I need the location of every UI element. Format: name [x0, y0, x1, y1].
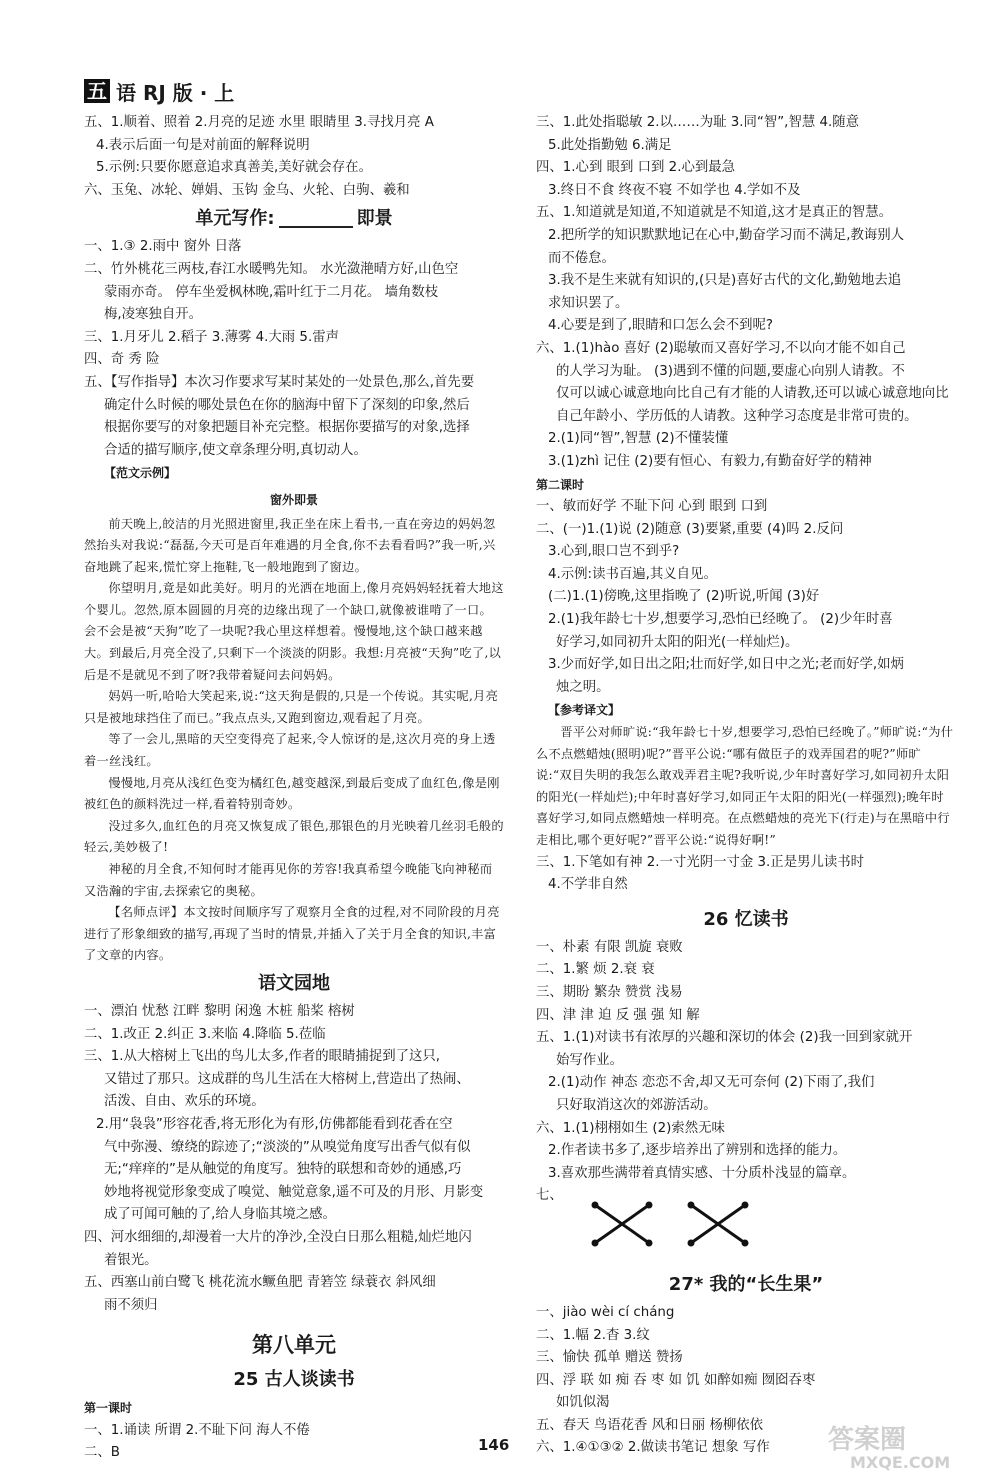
- answer-line: 3.终日不食 终夜不寝 不如学也 4.学如不及: [548, 182, 801, 198]
- answer-line: 妙地将视觉形象变成了嗅觉、触觉意象,遥不可及的月形、月影变: [104, 1184, 484, 1200]
- answer-line: 雨不须归: [104, 1297, 158, 1313]
- lesson25-period: 第一课时: [84, 1401, 133, 1416]
- answer-line: 一、敏而好学 不耻下问 心到 眼到 口到: [536, 499, 768, 515]
- answer-line: 2.(1)同“智”,智慧 (2)不懂装懂: [548, 431, 729, 447]
- answer-line: 一、jiào wèi cí cháng: [536, 1304, 675, 1320]
- answer-line: 3.心到,眼口岂不到乎?: [548, 544, 680, 560]
- answer-line: 三、愉快 孤单 赠送 赞扬: [536, 1350, 683, 1366]
- answer-line: 3.我不是生来就有知识的,(只是)喜好古代的文化,勤勉地去追: [548, 273, 902, 289]
- q7-label: 七、: [536, 1188, 563, 1204]
- answer-line: 成了可闻可触的了,给人身临其境之感。: [104, 1207, 336, 1223]
- answer-line: 六、1.④①③② 2.做读书笔记 想象 写作: [536, 1440, 770, 1456]
- answer-line: 二、B: [84, 1445, 120, 1461]
- answer-line: 的人学习为耻。 (3)遇到不懂的问题,要虚心向别人请教。不: [556, 363, 905, 379]
- answer-line: 四、津 津 迫 反 强 强 知 解: [536, 1007, 700, 1023]
- answer-line: (二)1.(1)傍晚,这里指晚了 (2)听说,听闻 (3)好: [548, 589, 820, 605]
- answer-line: 四、奇 秀 险: [84, 352, 160, 368]
- answer-line: 蒙雨亦奇。 停车坐爱枫林晚,霜叶红于二月花。 墙角数枝: [104, 284, 439, 300]
- answers-unit7-tail: [84, 112, 504, 202]
- answer-line: 烛之明。: [556, 679, 610, 695]
- answer-line: 活泼、自由、欢乐的环境。: [104, 1094, 265, 1110]
- answer-line: 只好取消这次的郊游活动。: [556, 1097, 717, 1113]
- answer-line: 根据你要写的对象把题目补充完整。根据你要描写的对象,选择: [104, 420, 470, 436]
- matching-cross-icon: [685, 1199, 751, 1249]
- answer-line: 着银光。: [104, 1252, 158, 1268]
- answer-line: 六、1.(1)栩栩如生 (2)索然无味: [536, 1120, 725, 1136]
- left-column: [84, 112, 504, 1465]
- watermark-logo: [820, 1418, 970, 1472]
- answer-line: 一、朴素 有限 凯旋 衰败: [536, 939, 683, 955]
- svg-text:答案圈: 答案圈: [828, 1425, 907, 1455]
- answer-line: 2.(1)我年龄七十岁,想要学习,恐怕已经晚了。 (2)少年时喜: [548, 612, 893, 628]
- teacher-comment: 【名师点评】本文按时间顺序写了观察月全食的过程,对不同阶段的月亮进行了形象细致的描写,再现了当时的情景,并插入了关于月全食的知识,丰富了文章的内容。: [84, 905, 500, 963]
- answer-line: 又错过了那只。这成群的鸟儿生活在大榕树上,营造出了热闹、: [104, 1071, 470, 1087]
- answer-line: 五、【写作指导】本次习作要求写某时某处的一处景色,那么,首先要: [84, 374, 475, 390]
- answer-line: 二、1.改正 2.纠正 3.来临 4.降临 5.莅临: [84, 1026, 326, 1042]
- header-edition: 语 RJ 版 · 上: [116, 80, 235, 105]
- answer-line: 始写作业。: [556, 1052, 623, 1068]
- essay-title: 窗外即景: [269, 492, 318, 507]
- answer-line: 无;“痒痒的”是从触觉的角度写。独特的联想和奇妙的通感,巧: [104, 1162, 462, 1178]
- answer-line: 4.表示后面一句是对前面的解释说明: [96, 137, 310, 153]
- lesson25-title: 25 古人谈读书: [233, 1369, 355, 1391]
- answer-line: 【参考译文】: [548, 703, 621, 718]
- reference-translation: 晋平公对师旷说:“我年龄七十岁,想要学习,恐怕已经晚了。”师旷说:“为什么不点燃蜡烛(照明)呢?”晋平公说:“哪有做臣子的戏弄国君的呢?”师旷说:“双目失明的我怎么敢戏弄君主呢?我听说,少年时喜好学习,如同初升太阳的阳光(一样灿烂);中年时喜好学习,如同正午太阳的阳光(一样强烈);晚年时喜好学习,如同点燃蜡烛一样明亮。在点燃蜡烛的亮光下(行走)与在黑暗中行走相比,哪个更好呢?”晋平公说:“说得好啊!”: [536, 725, 954, 847]
- title-blank: [279, 210, 353, 228]
- answer-line: 2.(1)动作 神态 恋恋不舍,却又无可奈何 (2)下雨了,我们: [548, 1075, 875, 1091]
- answer-line: 自己年龄小、学历低的人请教。这种学习态度是非常可贵的。: [556, 408, 918, 424]
- answer-line: 2.用“袅袅”形容花香,将无形化为有形,仿佛都能看到花香在空: [96, 1116, 453, 1132]
- answer-line: 仅可以诚心诚意地向比自己有才能的人请教,还可以诚心诚意地向比: [556, 386, 949, 402]
- answer-line: 三、1.从大榕树上飞出的鸟儿太多,作者的眼睛捕捉到了这只,: [84, 1049, 441, 1065]
- unit8-title: 第八单元: [252, 1333, 336, 1358]
- lesson25-answers: [84, 1420, 504, 1465]
- essay-paragraph: 慢慢地,月亮从浅红色变为橘红色,越变越深,到最后变成了血红色,像是刚被红色的颜料洗过一样,看着特别奇妙。: [84, 775, 500, 812]
- right-column: [536, 112, 956, 1460]
- answer-line: 五、1.知道就是知道,不知道就是不知道,这才是真正的智慧。: [536, 205, 893, 221]
- answer-line: 如饥似渴: [556, 1395, 610, 1411]
- essay-paragraph: 没过多久,血红色的月亮又恢复成了银色,那银色的月光映着几丝羽毛般的轻云,美妙极了!: [84, 818, 504, 855]
- matching-cross-icon: [589, 1199, 655, 1249]
- answer-line: 合适的描写顺序,使文章条理分明,真切动人。: [104, 442, 367, 458]
- answer-line: 一、漂泊 忧愁 江畔 黎明 闲逸 木桩 船桨 榕树: [84, 1003, 355, 1019]
- answer-line: 四、河水细细的,却漫着一大片的净沙,全没白日那么粗糙,灿烂地闪: [84, 1229, 472, 1245]
- answer-line: 5.示例:只要你愿意追求真善美,美好就会存在。: [96, 160, 372, 176]
- answer-line: 二、1.繁 烦 2.衰 衰: [536, 962, 655, 978]
- answer-line: 4.心要是到了,眼睛和口怎么会不到呢?: [548, 318, 773, 334]
- answer-line: 气中弥漫、缭绕的踪迹了;“淡淡的”从嗅觉角度写出香气似有似: [104, 1139, 471, 1155]
- page-number: 146: [478, 1436, 510, 1454]
- answer-line: 确定什么时候的哪处景色在你的脑海中留下了深刻的印象,然后: [104, 397, 470, 413]
- answer-line: 三、期盼 繁杂 赞赏 浅易: [536, 984, 683, 1000]
- answer-line: 4.示例:读书百遍,其义自见。: [548, 566, 717, 582]
- answer-line: 四、浮 联 如 痴 吞 枣 如 饥 如醉如痴 囫囵吞枣: [536, 1372, 816, 1388]
- answer-line: 三、1.此处指聪敏 2.以……为耻 3.同“智”,智慧 4.随意: [536, 115, 860, 130]
- answer-line: 一、1.③ 2.雨中 窗外 日落: [84, 239, 242, 255]
- answer-line: 梅,凌寒独自开。: [104, 307, 202, 323]
- garden-title: 语文园地: [258, 972, 330, 994]
- answer-line: 3.(1)zhì 记住 (2)要有恒心、有毅力,有勤奋好学的精神: [548, 453, 872, 469]
- lesson25-answers-cont: [536, 112, 956, 722]
- answer-line: 2.把所学的知识默默地记在心中,勤奋学习而不满足,教诲别人: [548, 227, 905, 243]
- lesson25-answers-end: [536, 852, 956, 897]
- book-header: [84, 78, 234, 104]
- header-subject-box: 五: [84, 79, 110, 103]
- lesson26-answers: [536, 937, 956, 1186]
- essay-paragraph: 妈妈一听,哈哈大笑起来,说:“这天狗是假的,只是一个传说。其实呢,月亮只是被地球挡住了而已。”我点点头,又跑到窗边,观看起了月亮。: [84, 689, 499, 725]
- essay-paragraph: 神秘的月全食,不知何时才能再见你的芳容!我真希望今晚能飞向神秘而又浩瀚的宇宙,去探索它的奥秘。: [84, 862, 493, 898]
- lesson27-title: 27* 我的“长生果”: [668, 1273, 824, 1295]
- model-essay: [84, 514, 504, 903]
- answer-line: 4.不学非自然: [548, 877, 628, 893]
- answer-line: 五、西塞山前白鹭飞 桃花流水鳜鱼肥 青箬笠 绿蓑衣 斜风细: [84, 1275, 436, 1291]
- answer-line: 六、玉兔、冰轮、婵娟、玉钩 金乌、火轮、白驹、羲和: [84, 182, 410, 198]
- answer-line: 5.此处指勤勉 6.满足: [548, 137, 672, 153]
- answer-line: 三、1.下笔如有神 2.一寸光阴一寸金 3.正是男儿读书时: [536, 854, 865, 870]
- answer-line: 二、竹外桃花三两枝,春江水暖鸭先知。 水光潋滟晴方好,山色空: [84, 261, 459, 277]
- answer-line: 【范文示例】: [104, 466, 177, 481]
- essay-paragraph: 前天晚上,皎洁的月光照进窗里,我正坐在床上看书,一直在旁边的妈妈忽然抬头对我说:“磊磊,今天可是百年难遇的月全食,你不去看看吗?”我一听,兴奋地跳了起来,慌忙穿上拖鞋,飞一般地跑到了窗边。: [84, 516, 496, 574]
- svg-text:MXQE.COM: MXQE.COM: [850, 1453, 951, 1472]
- answer-line: 二、1.幅 2.杳 3.纹: [536, 1327, 650, 1343]
- writing-answers: [84, 236, 504, 485]
- essay-paragraph: 你望明月,竟是如此美好。明月的光洒在地面上,像月亮妈妈轻抚着大地这个婴儿。忽然,原本圆圆的月亮的边缘出现了一个缺口,就像被谁啃了一口。会不会是被“天狗”吃了一块呢?我心里这样想着。慢慢地,这个缺口越来越大。到最后,月亮全没了,只剩下一个淡淡的阴影。我想:月亮被“天狗”吃了,以后是不是就见不到了呀?我带着疑问去问妈妈。: [84, 581, 504, 682]
- answer-line: 五、1.顺着、照着 2.月亮的足迹 水里 眼睛里 3.寻找月亮 A: [84, 115, 434, 130]
- answer-line: 六、1.(1)hào 喜好 (2)聪敏而又喜好学习,不以向才能不如自己: [536, 340, 906, 356]
- answer-line: 三、1.月牙儿 2.稻子 3.薄雾 4.大雨 5.雷声: [84, 329, 339, 345]
- garden-answers: [84, 1001, 504, 1317]
- answer-line: 一、1.诵读 所谓 2.不耻下问 海人不倦: [84, 1422, 310, 1438]
- answer-line: 而不倦怠。: [548, 250, 615, 266]
- answer-line: 求知识罢了。: [548, 295, 629, 311]
- essay-paragraph: 等了一会儿,黑暗的天空变得亮了起来,令人惊讶的是,这次月亮的身上透着一丝浅红。: [84, 732, 496, 769]
- answer-line: 3.少而好学,如日出之阳;壮而好学,如日中之光;老而好学,如炳: [548, 657, 904, 673]
- answer-line: 第二课时: [536, 477, 585, 492]
- answer-line: 五、春天 鸟语花香 风和日丽 杨柳依依: [536, 1417, 764, 1433]
- writing-section-title: 单元写作: 即景: [195, 208, 393, 230]
- answer-line: 好学习,如同初升太阳的阳光(一样灿烂)。: [556, 634, 799, 650]
- answer-line: 四、1.心到 眼到 口到 2.心到最急: [536, 160, 736, 176]
- lesson26-title: 26 忆读书: [703, 908, 789, 930]
- answer-line: 3.喜欢那些满带着真情实感、十分质朴浅显的篇章。: [548, 1165, 856, 1181]
- q7-matching: [536, 1185, 956, 1264]
- answer-line: 2.作者读书多了,逐步培养出了辨别和选择的能力。: [548, 1143, 847, 1159]
- answer-line: 二、(一)1.(1)说 (2)随意 (3)要紧,重要 (4)吗 2.反问: [536, 521, 844, 537]
- answer-line: 五、1.(1)对读书有浓厚的兴趣和深切的体会 (2)我一回到家就开: [536, 1030, 913, 1046]
